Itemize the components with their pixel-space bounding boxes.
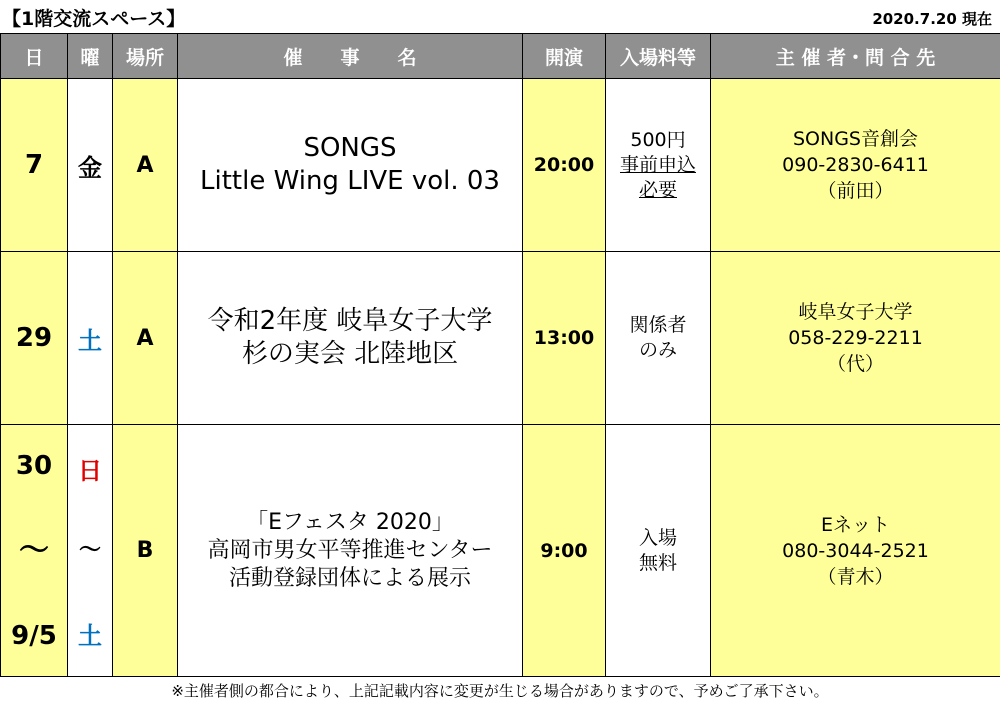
- as-of-date: 2020.7.20 現在: [872, 10, 992, 28]
- footnote: ※主催者側の都合により、上記記載内容に変更が生じる場合がありますので、予めご了承下さい。: [171, 682, 829, 700]
- fee-line: 無料: [638, 551, 677, 574]
- fee-line: 事前申込: [619, 153, 696, 176]
- organizer-name: Eネット: [820, 513, 890, 536]
- fee-cell: [606, 79, 711, 252]
- time-cell: 13:00: [523, 252, 606, 425]
- time-cell: 20:00: [523, 79, 606, 252]
- event-line: 「Eフェスタ 2020」: [246, 509, 454, 535]
- place-cell: B: [113, 425, 178, 677]
- table-row: [1, 425, 1000, 677]
- column-header-organizer: 主 催 者・問 合 先: [711, 34, 1000, 79]
- organizer-contact: （前田）: [817, 180, 894, 202]
- organizer-phone: 058-229-2211: [788, 327, 923, 349]
- event-line: 令和2年度 岐阜女子大学: [207, 306, 493, 336]
- day-start: 30: [15, 450, 53, 481]
- column-header-time: 開演: [523, 34, 606, 79]
- organizer-contact: （青木）: [817, 565, 894, 588]
- time-cell: 9:00: [523, 425, 606, 677]
- event-line: 杉の実会 北陸地区: [241, 339, 459, 369]
- page-title: 【1階交流スペース】: [2, 8, 186, 30]
- event-line: 活動登録団体による展示: [228, 565, 471, 591]
- day-end: 9/5: [11, 620, 57, 651]
- day-cell: 7: [1, 79, 68, 252]
- organizer-cell: [711, 79, 1000, 252]
- column-header-fee: 入場料等: [606, 34, 711, 79]
- fee-line: 500円: [630, 128, 686, 151]
- day-cell: [1, 425, 68, 677]
- weekday-cell: 金: [68, 79, 113, 252]
- table-row: [1, 252, 1000, 425]
- weekday-start: 日: [78, 456, 102, 485]
- place-cell: A: [113, 252, 178, 425]
- fee-line: 関係者: [629, 314, 687, 336]
- weekday-cell: [68, 425, 113, 677]
- fee-line: のみ: [638, 339, 677, 361]
- organizer-cell: [711, 425, 1000, 677]
- organizer-phone: 090-2830-6411: [782, 154, 929, 176]
- column-header-weekday: 曜: [68, 34, 113, 79]
- fee-line: 必要: [638, 178, 677, 201]
- column-header-day: 日: [1, 34, 68, 79]
- top-bar: [0, 0, 1000, 32]
- organizer-name: SONGS音創会: [792, 128, 918, 150]
- organizer-contact: （代）: [826, 353, 884, 375]
- table-row: [1, 79, 1000, 252]
- event-cell: [178, 425, 523, 677]
- weekday-cell: 土: [68, 252, 113, 425]
- organizer-name: 岐阜女子大学: [798, 301, 913, 323]
- event-cell: [178, 252, 523, 425]
- organizer-phone: 080-3044-2521: [782, 539, 929, 562]
- fee-line: 入場: [638, 526, 677, 549]
- event-line: 高岡市男女平等推進センター: [207, 537, 493, 563]
- day-cell: 29: [1, 252, 68, 425]
- place-cell: A: [113, 79, 178, 252]
- weekday-range-separator: ～: [78, 537, 101, 563]
- day-range-separator: ～: [19, 532, 49, 568]
- fee-cell: [606, 425, 711, 677]
- event-line: SONGS: [303, 133, 397, 163]
- weekday-end: 土: [78, 621, 102, 650]
- event-line: Little Wing LIVE vol. 03: [200, 166, 500, 196]
- column-header-event: 催 事 名: [178, 34, 523, 79]
- event-cell: [178, 79, 523, 252]
- fee-cell: [606, 252, 711, 425]
- event-schedule-table: [0, 33, 1000, 677]
- organizer-cell: [711, 252, 1000, 425]
- table-header-row: [1, 34, 1000, 79]
- column-header-place: 場所: [113, 34, 178, 79]
